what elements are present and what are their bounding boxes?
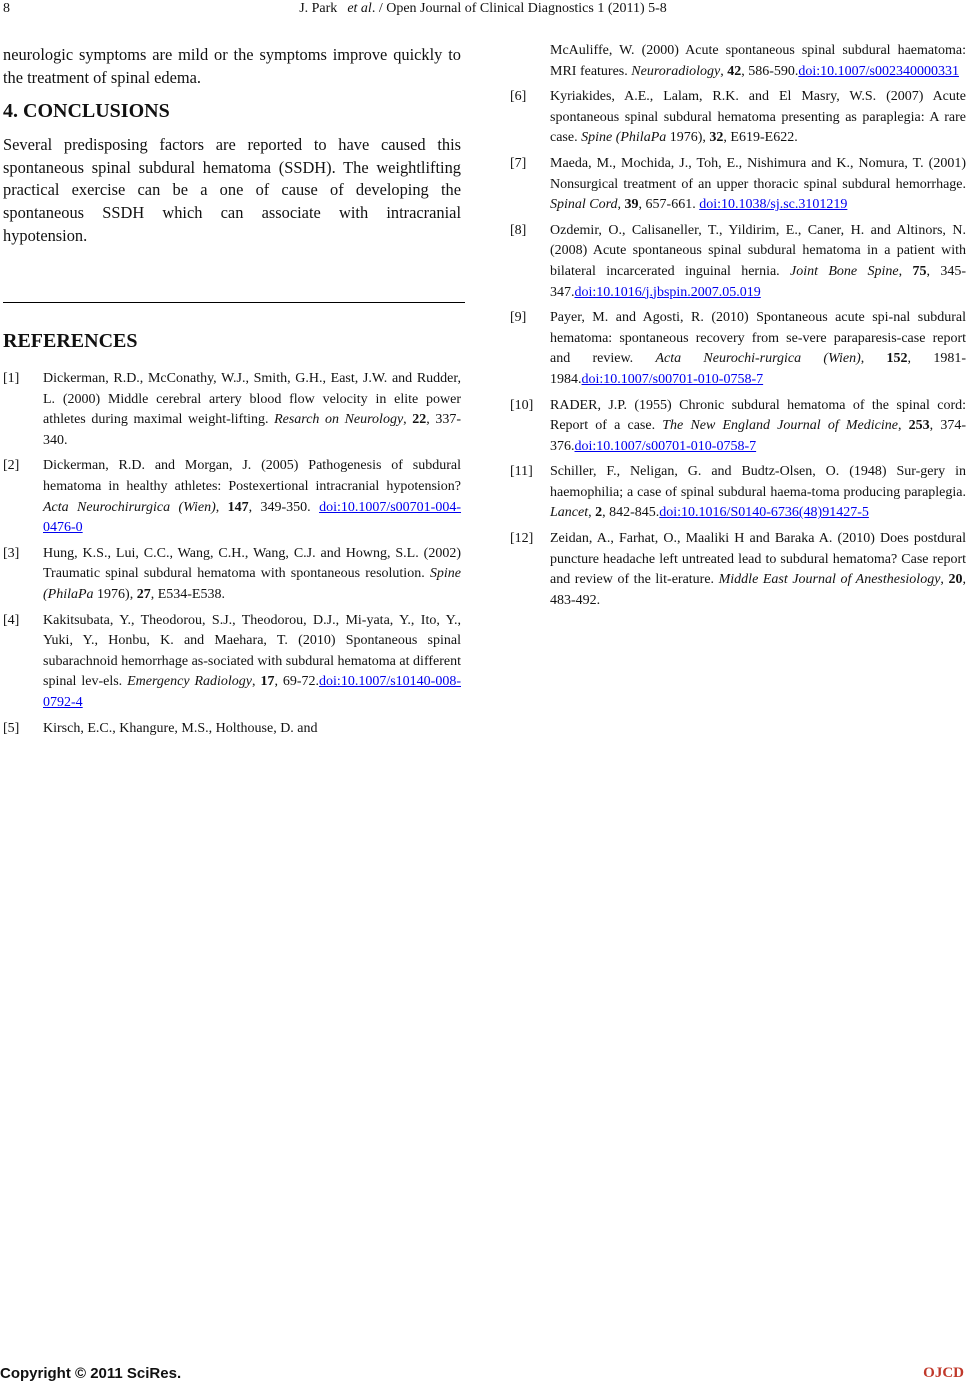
reference-number: [1] [3, 371, 20, 386]
reference-text: Hung, K.S., Lui, C.C., Wang, C.H., Wang, C.J. and Howng, S.L. (2002) Traumatic spinal subdural hematoma with spontaneous resolution. [43, 545, 461, 582]
reference-number: [2] [3, 458, 20, 474]
reference-item [510, 154, 966, 216]
reference-number: [9] [510, 310, 527, 326]
reference-item [3, 611, 461, 714]
reference-item [510, 41, 966, 82]
reference-separator: , [897, 418, 909, 434]
reference-separator: , [898, 263, 913, 279]
reference-separator: , [720, 63, 728, 79]
reference-number: [3] [3, 545, 20, 561]
reference-pages: , 483-492. [550, 572, 966, 608]
reference-volume: 20 [948, 572, 963, 588]
reference-pages: , 374-376. [550, 418, 966, 454]
reference-volume: 17 [260, 674, 275, 690]
reference-journal: Acta Neurochirurgica (Wien) [43, 499, 216, 515]
page-number: 8 [3, 1, 10, 16]
reference-journal: Lancet [550, 505, 589, 521]
reference-text: Kakitsubata, Y., Theodorou, S.J., Theodorou, D.J., Mi-yata, Y., Ito, Y., Yuki, Y., Honbu, K. and Maehara, T. (2010) Spontaneous spinal subarachnoid hemorrhage as-sociated with subdural hematoma at different spinal lev-els. [43, 612, 461, 690]
reference-item [3, 369, 461, 451]
reference-text: McAuliffe, W. (2000) Acute spontaneous spinal subdural haematoma: MRI features. [550, 43, 966, 79]
reference-separator: , [940, 572, 949, 588]
reference-pages: , 657-661. [638, 197, 700, 213]
footer-copyright: Copyright © 2011 SciRes. [0, 1365, 182, 1382]
reference-text: Ozdemir, O., Calisaneller, T., Yildirim, E., Caner, H. and Altinors, N. (2008) Acute spontaneous spinal subdural hematoma in a patient with bilateral incarcerated inguinal hernia. [550, 222, 966, 279]
section-divider [3, 302, 465, 303]
reference-doi-link[interactable]: doi:10.1007/s00701-010-0758-7 [574, 438, 757, 454]
running-head [0, 1, 966, 17]
reference-journal: Middle East Journal of Anesthesiology [718, 572, 941, 588]
reference-item [510, 87, 966, 149]
reference-item [510, 308, 966, 390]
references-heading: REFERENCES [3, 330, 138, 352]
reference-volume: 22 [412, 412, 427, 428]
reference-text: Dickerman, R.D. and Morgan, J. (2005) Pathogenesis of subdural hematoma in healthy athletes: Postexertional intracranial hypotension? [43, 458, 461, 494]
reference-text: Payer, M. and Agosti, R. (2010) Spontaneous acute spi-nal subdural hematoma: spontaneous recovery from se-vere paraparesis-case report and review. [550, 310, 966, 367]
reference-separator: , [860, 351, 887, 367]
reference-pages: , 586-590. [741, 63, 799, 79]
reference-pages: , 349-350. [248, 499, 320, 515]
reference-number: [7] [510, 155, 527, 171]
reference-volume: 39 [624, 197, 639, 213]
reference-number: [8] [510, 222, 527, 238]
reference-doi-link[interactable]: doi:10.1007/s00701-004-0476-0 [43, 499, 462, 536]
reference-list-right [510, 41, 966, 616]
reference-volume: 147 [227, 499, 249, 515]
reference-pages: , 69-72. [274, 674, 320, 690]
reference-text: Maeda, M., Mochida, J., Toh, E., Nishimura and K., Nomura, T. (2001) Nonsurgical treatment of an upper thoracic spinal subdural hemorrhage. [550, 155, 966, 192]
reference-pages: , E534-E538. [150, 586, 225, 602]
running-head-authors: J. Park [299, 1, 338, 16]
reference-number: [5] [3, 720, 20, 736]
reference-text: RADER, J.P. (1955) Chronic subdural hematoma of the spinal cord: Report of a case. [550, 397, 966, 434]
reference-journal: Spine (PhilaPa [581, 130, 667, 146]
reference-separator: , [215, 499, 228, 515]
reference-item [510, 396, 966, 458]
reference-separator: 1976), [666, 130, 710, 146]
reference-pages: , 1981-1984. [550, 351, 966, 387]
reference-item [3, 456, 461, 538]
reference-text: Zeidan, A., Farhat, O., Maaliki H and Baraka A. (2010) Does postdural puncture headache left untreated lead to subdural hematoma? Case report and review of the lit-erature. [550, 531, 966, 588]
reference-pages: , 345-347. [550, 263, 966, 300]
reference-volume: 27 [136, 586, 151, 602]
left-column [3, 44, 461, 247]
reference-volume: 2 [595, 505, 603, 521]
reference-item [510, 529, 966, 611]
conclusions-paragraph: Several predisposing factors are reported to have caused this spontaneous spinal subdural hematoma (SSDH). The weightlifting practical exercise can be a one of cause of developing the spontaneous SSDH which can associate with intracranial hypotension. [3, 135, 461, 245]
reference-journal: Spine (PhilaPa [43, 566, 461, 602]
reference-text: Kyriakides, A.E., Lalam, R.K. and El Masry, W.S. (2007) Acute spontaneous spinal subdural hematoma presenting as paraplegia: A rare case. [550, 89, 966, 146]
reference-volume: 42 [727, 63, 742, 79]
reference-doi-link[interactable]: doi:10.1038/sj.sc.3101219 [699, 197, 848, 213]
reference-list-left [3, 369, 461, 744]
reference-number: [12] [510, 531, 534, 547]
reference-journal: Resarch on Neurology [274, 412, 404, 428]
footer-journal-abbrev: OJCD [923, 1365, 964, 1381]
reference-separator: , [617, 197, 625, 213]
reference-volume: 152 [886, 351, 908, 367]
reference-journal: Acta Neurochi-rurgica (Wien) [655, 351, 861, 367]
reference-pages: , E619-E622. [723, 130, 798, 146]
reference-doi-link[interactable]: doi:10.1007/s10140-008-0792-4 [43, 674, 461, 710]
reference-doi-link[interactable]: doi:10.1016/j.jbspin.2007.05.019 [574, 284, 761, 300]
reference-volume: 75 [912, 263, 927, 279]
reference-doi-link[interactable]: doi:10.1007/s002340000331 [798, 63, 959, 79]
reference-pages: , 337-340. [43, 412, 461, 448]
reference-journal: The New England Journal of Medicine [662, 418, 898, 434]
reference-journal: Spinal Cord [550, 197, 618, 213]
reference-journal: Emergency Radiology [127, 674, 253, 690]
reference-text: Kirsch, E.C., Khangure, M.S., Holthouse, D. and [43, 720, 318, 736]
conclusions-heading: 4. CONCLUSIONS [3, 100, 170, 123]
reference-separator: , [588, 505, 596, 521]
reference-volume: 32 [709, 130, 724, 146]
reference-journal: Neuroradiology [631, 63, 721, 79]
reference-number: [6] [510, 89, 527, 105]
reference-item [510, 462, 966, 524]
reference-separator: 1976), [93, 586, 137, 602]
reference-number: [10] [510, 397, 534, 413]
reference-number: [11] [510, 464, 533, 480]
reference-item [510, 221, 966, 303]
reference-separator: , [403, 412, 413, 428]
reference-doi-link[interactable]: doi:10.1016/S0140-6736(48)91427-5 [659, 505, 869, 521]
running-head-etal: et al [347, 1, 372, 16]
reference-text: Dickerman, R.D., McConathy, W.J., Smith, G.H., East, J.W. and Rudder, L. (2000) Middle cerebral artery blood flow velocity in elite power athletes during maximal weight-lifting. [43, 371, 461, 428]
intro-paragraph: neurologic symptoms are mild or the symptoms improve quickly to the treatment of spinal edema. [3, 45, 461, 87]
reference-pages: , 842-845. [602, 505, 660, 521]
reference-text: Schiller, F., Neligan, G. and Budtz-Olsen, O. (1948) Sur-gery in haemophilia; a case of spinal subdural haema-toma producing paraplegia. [550, 464, 966, 500]
reference-separator: , [252, 674, 261, 690]
reference-number: [4] [3, 612, 20, 628]
reference-volume: 253 [908, 418, 930, 434]
running-head-journal: . / Open Journal of Clinical Diagnostics 1 (2011) 5-8 [371, 1, 667, 16]
reference-doi-link[interactable]: doi:10.1007/s00701-010-0758-7 [581, 371, 764, 387]
reference-item [3, 719, 461, 740]
reference-journal: Joint Bone Spine [790, 263, 899, 279]
reference-item [3, 544, 461, 606]
